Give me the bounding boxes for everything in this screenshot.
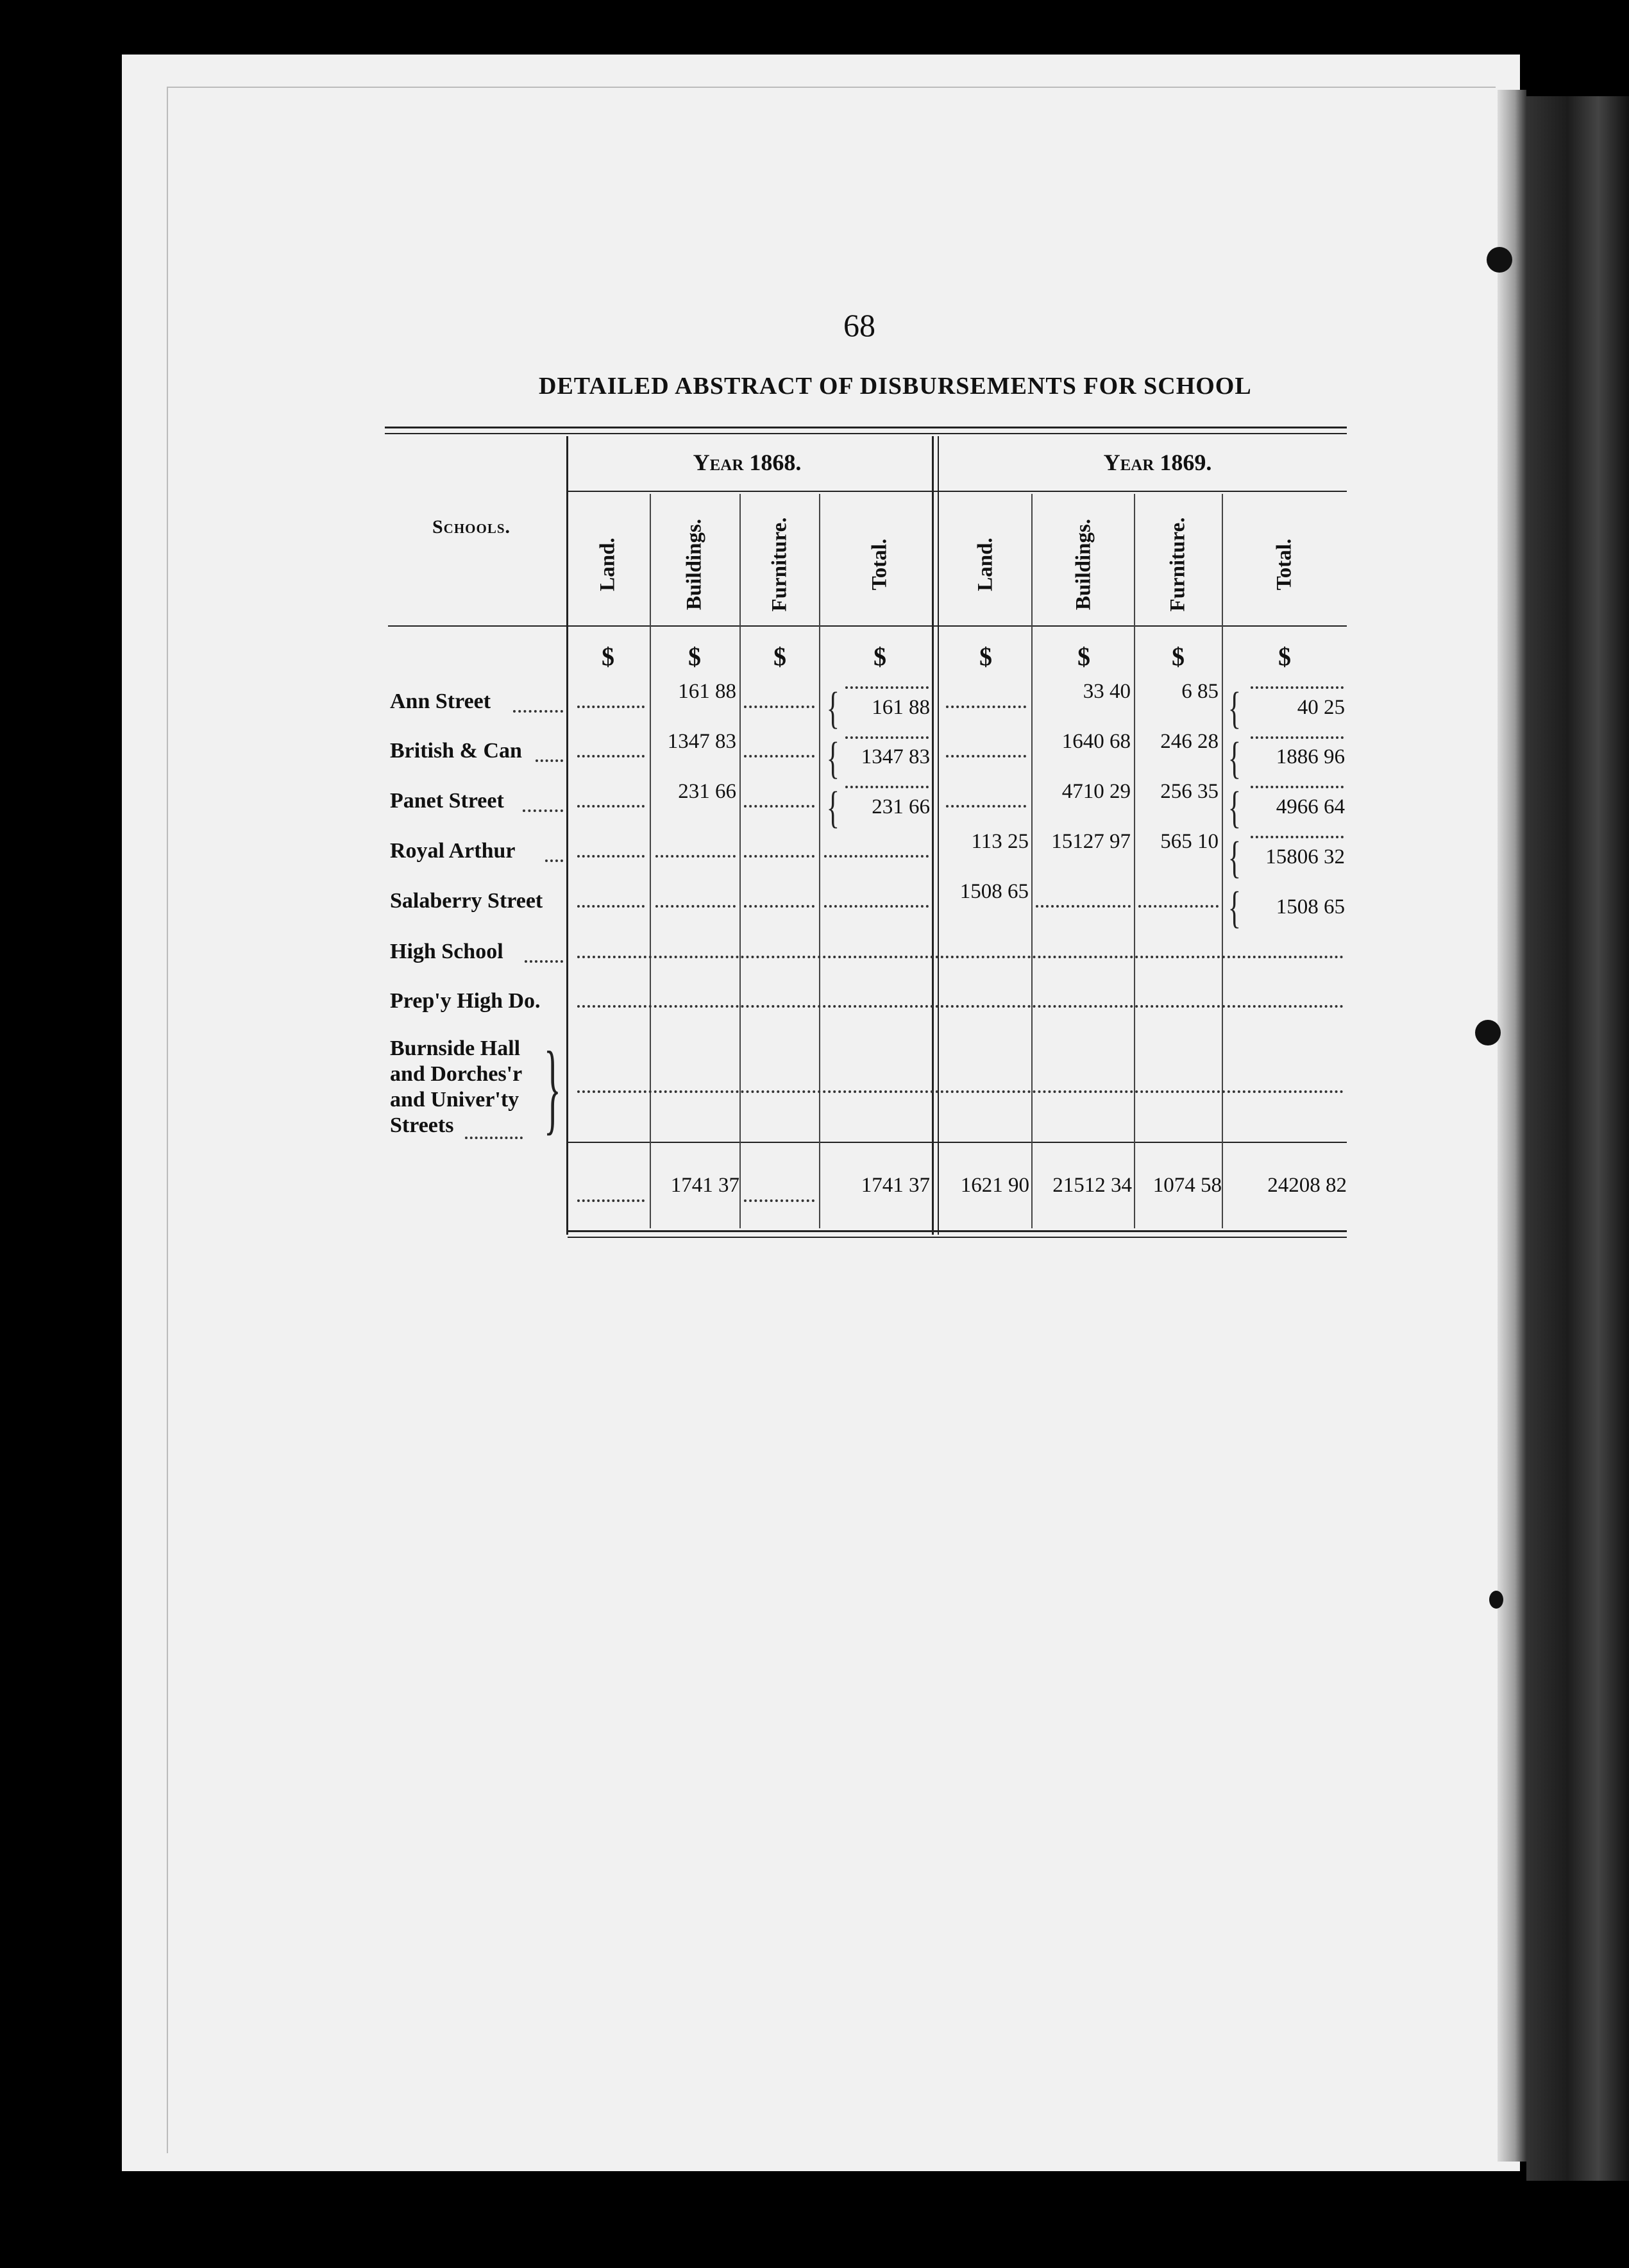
leader-dots — [523, 809, 563, 812]
empty-cell — [845, 736, 929, 739]
col-header-total-1868: Total. — [868, 538, 891, 591]
currency-symbol: $ — [688, 642, 701, 671]
empty-cell — [577, 905, 645, 908]
total-land-1869: 1621 90 — [960, 1174, 1029, 1197]
column-divider — [1222, 494, 1223, 1228]
currency-symbol: $ — [979, 642, 992, 671]
cell-land-1869: 113 25 — [971, 830, 1029, 853]
row-label-burnside: Burnside Hall and Dorches'r and Univer'ty Streets — [390, 1037, 523, 1137]
leader-dots — [465, 1137, 523, 1139]
cell-total-1869: 1886 96 — [1276, 745, 1345, 768]
cell-furniture-1869: 565 10 — [1160, 830, 1219, 853]
cell-buildings-1869: 33 40 — [1083, 680, 1131, 703]
binding-pin — [1475, 1020, 1501, 1045]
empty-cell — [1251, 736, 1344, 739]
total-furniture-1869: 1074 58 — [1152, 1174, 1222, 1197]
empty-row-dots — [577, 1090, 1344, 1093]
empty-cell — [577, 855, 645, 858]
col-header-total-1869: Total. — [1272, 538, 1296, 591]
binding-pin — [1489, 1591, 1503, 1609]
currency-symbol: $ — [602, 642, 614, 671]
column-divider — [566, 436, 568, 1235]
cell-buildings-1869: 1640 68 — [1061, 730, 1131, 753]
empty-cell — [744, 1199, 814, 1202]
total-buildings-1868: 1741 37 — [670, 1174, 739, 1197]
row-label-royal-arthur: Royal Arthur — [390, 839, 516, 863]
row-label-ann-street: Ann Street — [390, 690, 491, 713]
empty-cell — [1251, 836, 1344, 838]
brace: { — [826, 684, 840, 733]
brace: { — [1228, 684, 1241, 733]
cell-land-1869: 1508 65 — [959, 880, 1029, 903]
table-bottom-rule — [568, 1237, 1347, 1238]
brace: { — [826, 783, 840, 833]
cell-total-1869: 1508 65 — [1276, 895, 1345, 918]
empty-cell — [577, 706, 645, 708]
torn-page-edge — [1498, 90, 1526, 2162]
col-header-furniture-1868: Furniture. — [768, 517, 791, 612]
cell-total-1869: 4966 64 — [1276, 795, 1345, 818]
brace: { — [826, 734, 840, 783]
empty-cell — [946, 706, 1026, 708]
book-binding — [1526, 96, 1629, 2181]
leader-dots — [536, 759, 563, 762]
page-heading: DETAILED ABSTRACT OF DISBURSEMENTS FOR SCHOOL — [539, 373, 1252, 400]
row-label-salaberry-street: Salaberry Street — [390, 889, 543, 913]
cell-furniture-1869: 246 28 — [1160, 730, 1219, 753]
column-header-rule — [388, 625, 1347, 627]
empty-cell — [744, 706, 814, 708]
empty-cell — [1036, 905, 1131, 908]
currency-symbol: $ — [874, 642, 886, 671]
table-top-rule — [385, 433, 1347, 434]
empty-cell — [845, 786, 929, 788]
burnside-brace: } — [544, 1030, 561, 1144]
empty-cell — [946, 805, 1026, 808]
empty-row-dots — [577, 1005, 1344, 1008]
empty-cell — [744, 905, 814, 908]
year-header-rule — [568, 491, 1347, 492]
cell-furniture-1869: 256 35 — [1160, 780, 1219, 803]
cell-furniture-1869: 6 85 — [1181, 680, 1219, 703]
year-header-1869: Year 1869. — [1103, 450, 1212, 475]
column-divider — [1134, 494, 1135, 1228]
empty-cell — [946, 755, 1026, 757]
cell-total-1868: 161 88 — [872, 696, 930, 719]
total-total-1868: 1741 37 — [861, 1174, 930, 1197]
empty-cell — [655, 905, 736, 908]
table-bottom-rule — [568, 1230, 1347, 1232]
empty-cell — [744, 855, 814, 858]
currency-symbol: $ — [773, 642, 786, 671]
year-header-1868: Year 1868. — [693, 450, 802, 475]
empty-cell — [744, 805, 814, 808]
year-divider — [938, 436, 939, 1235]
totals-rule — [568, 1142, 1347, 1143]
row-label-british-can: British & Can — [390, 739, 522, 763]
empty-cell — [1251, 686, 1344, 689]
year-divider — [932, 436, 934, 1235]
total-total-1869: 24208 82 — [1267, 1174, 1347, 1197]
cell-buildings-1868: 231 66 — [678, 780, 736, 803]
col-header-furniture-1869: Furniture. — [1166, 517, 1190, 612]
column-divider — [1031, 494, 1033, 1228]
cell-buildings-1869: 15127 97 — [1051, 830, 1131, 853]
col-header-land-1869: Land. — [974, 537, 997, 591]
column-divider — [819, 494, 820, 1228]
currency-symbol: $ — [1077, 642, 1090, 671]
schools-header: Schools. — [432, 516, 511, 537]
empty-cell — [824, 855, 929, 858]
empty-cell — [744, 755, 814, 757]
brace: { — [1228, 883, 1241, 933]
empty-cell — [1138, 905, 1219, 908]
brace: { — [1228, 783, 1241, 833]
total-buildings-1869: 21512 34 — [1052, 1174, 1132, 1197]
empty-cell — [577, 805, 645, 808]
row-label-panet-street: Panet Street — [390, 789, 504, 813]
col-header-buildings-1868: Buildings. — [682, 518, 706, 611]
table-top-rule — [385, 427, 1347, 428]
row-label-high-school: High School — [390, 940, 503, 963]
empty-cell — [655, 855, 736, 858]
cell-total-1869: 15806 32 — [1265, 845, 1345, 868]
empty-cell — [577, 1199, 645, 1202]
empty-row-dots — [577, 956, 1344, 958]
empty-cell — [577, 755, 645, 757]
brace: { — [1228, 734, 1241, 783]
cell-total-1869: 40 25 — [1297, 696, 1345, 719]
cell-buildings-1869: 4710 29 — [1061, 780, 1131, 803]
leader-dots — [513, 710, 563, 713]
col-header-land-1868: Land. — [596, 537, 620, 591]
empty-cell — [845, 686, 929, 689]
currency-symbol: $ — [1278, 642, 1291, 671]
cell-buildings-1868: 1347 83 — [667, 730, 736, 753]
column-divider — [650, 494, 651, 1228]
page-number: 68 — [843, 307, 875, 343]
binding-pin — [1487, 247, 1512, 273]
currency-symbol: $ — [1172, 642, 1185, 671]
cell-buildings-1868: 161 88 — [678, 680, 736, 703]
empty-cell — [1251, 786, 1344, 788]
col-header-buildings-1869: Buildings. — [1072, 518, 1095, 611]
leader-dots — [545, 859, 563, 862]
row-label-prepy-high: Prep'y High Do. — [390, 989, 541, 1013]
leader-dots — [525, 960, 563, 963]
column-divider — [739, 494, 741, 1228]
empty-cell — [824, 905, 929, 908]
cell-total-1868: 231 66 — [872, 795, 930, 818]
cell-total-1868: 1347 83 — [861, 745, 930, 768]
brace: { — [1228, 833, 1241, 883]
